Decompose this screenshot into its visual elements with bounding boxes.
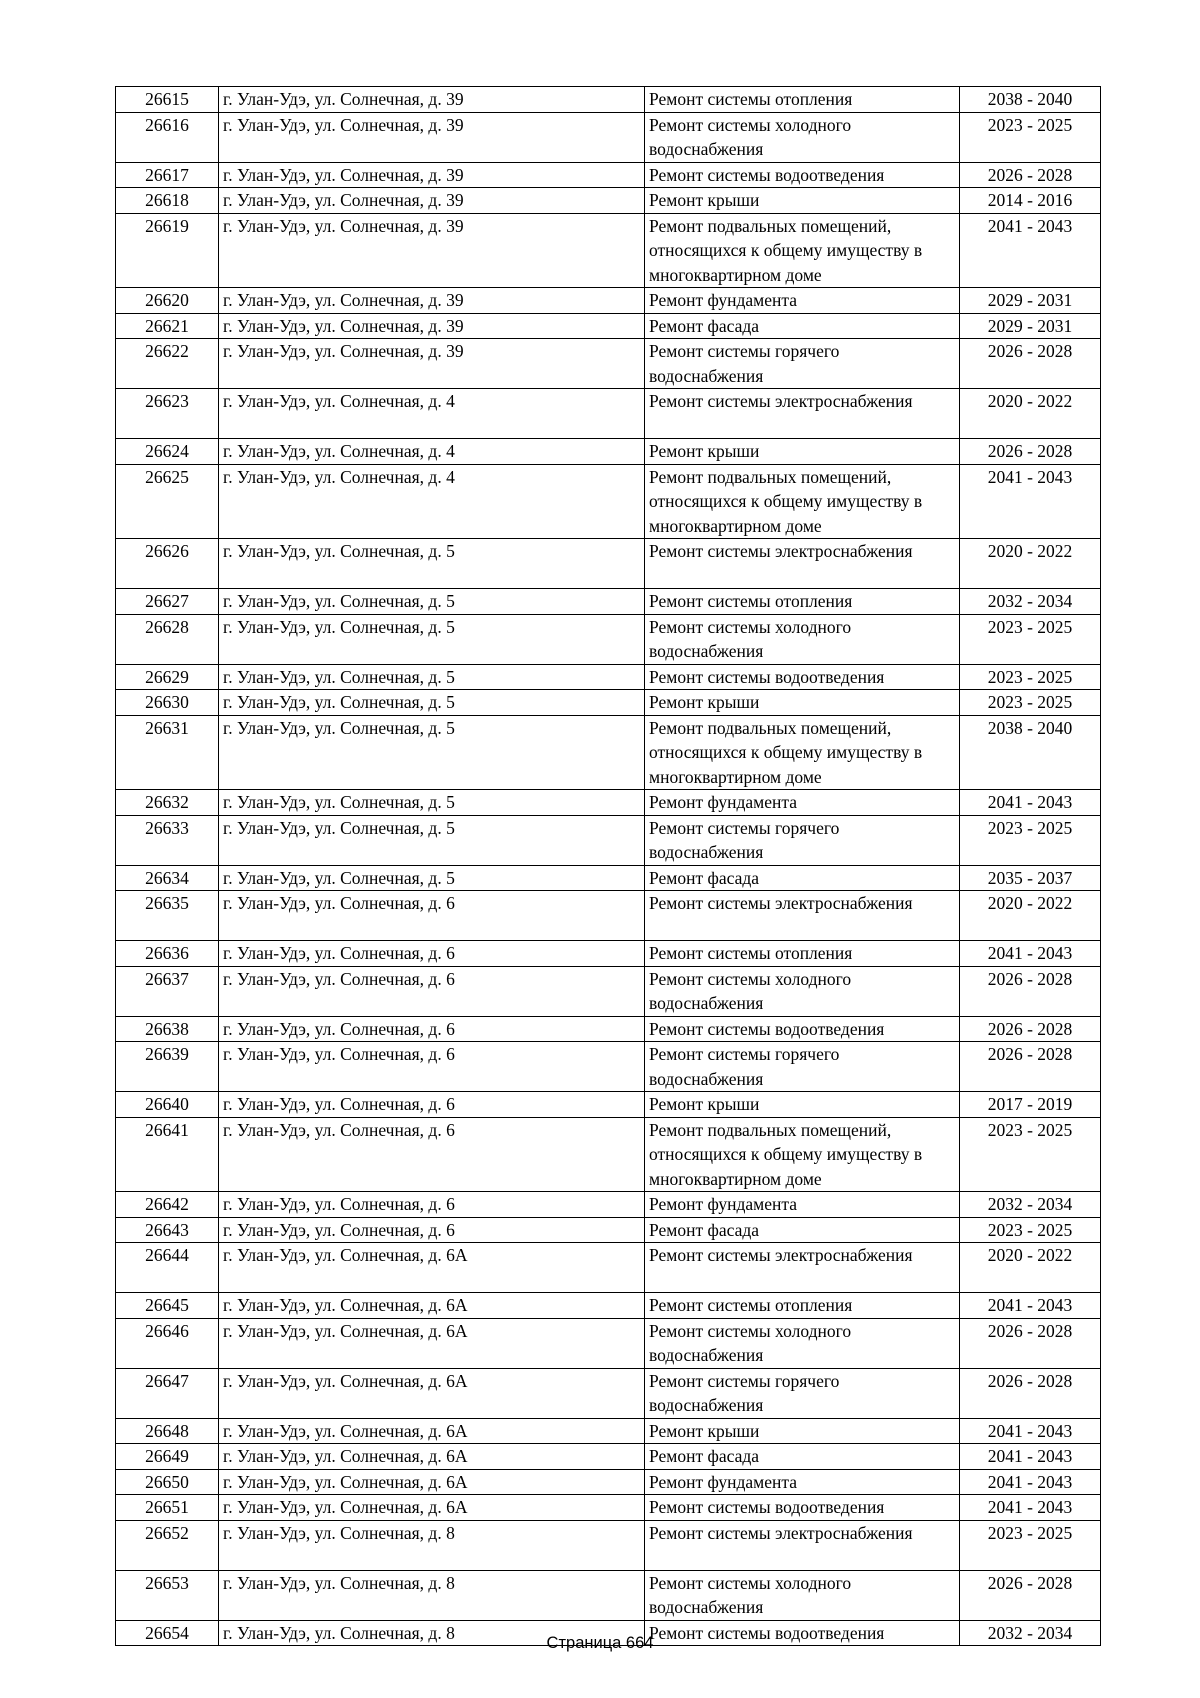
row-address: г. Улан-Удэ, ул. Солнечная, д. 5 [219, 539, 645, 589]
row-period: 2020 - 2022 [960, 539, 1101, 589]
row-period: 2041 - 2043 [960, 213, 1101, 288]
row-work-type: Ремонт системы электроснабжения [645, 1520, 960, 1570]
row-period: 2041 - 2043 [960, 1444, 1101, 1470]
row-work-type: Ремонт системы холодного водоснабжения [645, 1318, 960, 1368]
table-row [116, 865, 1101, 891]
row-id: 26639 [116, 1042, 219, 1092]
table-row [116, 1418, 1101, 1444]
row-period: 2041 - 2043 [960, 1469, 1101, 1495]
row-address: г. Улан-Удэ, ул. Солнечная, д. 6 [219, 1042, 645, 1092]
row-work-type: Ремонт системы отопления [645, 941, 960, 967]
table-row [116, 1570, 1101, 1620]
row-address: г. Улан-Удэ, ул. Солнечная, д. 5 [219, 664, 645, 690]
row-id: 26633 [116, 815, 219, 865]
row-period: 2029 - 2031 [960, 288, 1101, 314]
row-work-type: Ремонт системы отопления [645, 589, 960, 615]
row-id: 26629 [116, 664, 219, 690]
row-work-type: Ремонт системы горячего водоснабжения [645, 339, 960, 389]
row-id: 26620 [116, 288, 219, 314]
row-address: г. Улан-Удэ, ул. Солнечная, д. 6 [219, 891, 645, 941]
row-address: г. Улан-Удэ, ул. Солнечная, д. 39 [219, 339, 645, 389]
row-address: г. Улан-Удэ, ул. Солнечная, д. 6А [219, 1495, 645, 1521]
row-id: 26637 [116, 966, 219, 1016]
row-id: 26635 [116, 891, 219, 941]
table-row [116, 690, 1101, 716]
row-id: 26626 [116, 539, 219, 589]
row-work-type: Ремонт крыши [645, 690, 960, 716]
row-address: г. Улан-Удэ, ул. Солнечная, д. 4 [219, 439, 645, 465]
row-address: г. Улан-Удэ, ул. Солнечная, д. 6 [219, 1016, 645, 1042]
row-work-type: Ремонт фасада [645, 865, 960, 891]
row-address: г. Улан-Удэ, ул. Солнечная, д. 8 [219, 1620, 645, 1646]
row-work-type: Ремонт фасада [645, 1444, 960, 1470]
row-address: г. Улан-Удэ, ул. Солнечная, д. 39 [219, 188, 645, 214]
row-period: 2023 - 2025 [960, 1117, 1101, 1192]
row-period: 2023 - 2025 [960, 690, 1101, 716]
row-period: 2041 - 2043 [960, 464, 1101, 539]
table-row [116, 213, 1101, 288]
row-period: 2041 - 2043 [960, 1293, 1101, 1319]
table-row [116, 1293, 1101, 1319]
table-row [116, 614, 1101, 664]
row-period: 2023 - 2025 [960, 664, 1101, 690]
row-id: 26632 [116, 790, 219, 816]
row-period: 2026 - 2028 [960, 162, 1101, 188]
row-id: 26643 [116, 1217, 219, 1243]
row-id: 26640 [116, 1092, 219, 1118]
row-period: 2038 - 2040 [960, 87, 1101, 113]
row-work-type: Ремонт фасада [645, 313, 960, 339]
row-work-type: Ремонт системы электроснабжения [645, 389, 960, 439]
row-id: 26650 [116, 1469, 219, 1495]
table-row [116, 589, 1101, 615]
row-address: г. Улан-Удэ, ул. Солнечная, д. 8 [219, 1570, 645, 1620]
row-id: 26647 [116, 1368, 219, 1418]
row-work-type: Ремонт системы горячего водоснабжения [645, 1042, 960, 1092]
row-address: г. Улан-Удэ, ул. Солнечная, д. 5 [219, 589, 645, 615]
row-period: 2041 - 2043 [960, 1418, 1101, 1444]
row-address: г. Улан-Удэ, ул. Солнечная, д. 6 [219, 1092, 645, 1118]
row-id: 26617 [116, 162, 219, 188]
row-address: г. Улан-Удэ, ул. Солнечная, д. 6 [219, 941, 645, 967]
table-row [116, 162, 1101, 188]
table-row [116, 439, 1101, 465]
row-work-type: Ремонт фундамента [645, 1469, 960, 1495]
row-work-type: Ремонт системы холодного водоснабжения [645, 614, 960, 664]
table-row [116, 1016, 1101, 1042]
row-work-type: Ремонт крыши [645, 1418, 960, 1444]
table-row [116, 1192, 1101, 1218]
row-period: 2026 - 2028 [960, 966, 1101, 1016]
row-address: г. Улан-Удэ, ул. Солнечная, д. 5 [219, 815, 645, 865]
table-row [116, 1520, 1101, 1570]
row-id: 26627 [116, 589, 219, 615]
row-address: г. Улан-Удэ, ул. Солнечная, д. 5 [219, 690, 645, 716]
row-work-type: Ремонт подвальных помещений, относящихся к общему имуществу в многоквартирном доме [645, 464, 960, 539]
table-row [116, 112, 1101, 162]
row-period: 2026 - 2028 [960, 1318, 1101, 1368]
row-period: 2023 - 2025 [960, 1217, 1101, 1243]
table-row [116, 1217, 1101, 1243]
row-work-type: Ремонт системы холодного водоснабжения [645, 966, 960, 1016]
row-address: г. Улан-Удэ, ул. Солнечная, д. 39 [219, 313, 645, 339]
table-row [116, 1495, 1101, 1521]
row-id: 26630 [116, 690, 219, 716]
row-address: г. Улан-Удэ, ул. Солнечная, д. 4 [219, 389, 645, 439]
page-number: Страница 664 [546, 1634, 654, 1652]
row-address: г. Улан-Удэ, ул. Солнечная, д. 6А [219, 1243, 645, 1293]
row-work-type: Ремонт фундамента [645, 790, 960, 816]
table-row [116, 715, 1101, 790]
row-period: 2041 - 2043 [960, 790, 1101, 816]
row-id: 26644 [116, 1243, 219, 1293]
row-work-type: Ремонт подвальных помещений, относящихся к общему имуществу в многоквартирном доме [645, 1117, 960, 1192]
row-work-type: Ремонт системы водоотведения [645, 664, 960, 690]
row-period: 2032 - 2034 [960, 1620, 1101, 1646]
row-id: 26624 [116, 439, 219, 465]
row-id: 26623 [116, 389, 219, 439]
row-period: 2020 - 2022 [960, 891, 1101, 941]
table-row [116, 1318, 1101, 1368]
row-work-type: Ремонт системы водоотведения [645, 162, 960, 188]
table-row [116, 1117, 1101, 1192]
row-period: 2032 - 2034 [960, 589, 1101, 615]
row-period: 2041 - 2043 [960, 1495, 1101, 1521]
row-id: 26649 [116, 1444, 219, 1470]
table-row [116, 313, 1101, 339]
row-period: 2026 - 2028 [960, 1042, 1101, 1092]
row-work-type: Ремонт системы горячего водоснабжения [645, 815, 960, 865]
row-id: 26622 [116, 339, 219, 389]
row-id: 26621 [116, 313, 219, 339]
row-id: 26631 [116, 715, 219, 790]
row-address: г. Улан-Удэ, ул. Солнечная, д. 5 [219, 790, 645, 816]
row-period: 2026 - 2028 [960, 1570, 1101, 1620]
row-address: г. Улан-Удэ, ул. Солнечная, д. 39 [219, 112, 645, 162]
row-period: 2029 - 2031 [960, 313, 1101, 339]
table-row [116, 1368, 1101, 1418]
row-period: 2023 - 2025 [960, 112, 1101, 162]
row-work-type: Ремонт системы электроснабжения [645, 891, 960, 941]
row-period: 2020 - 2022 [960, 389, 1101, 439]
table-row [116, 539, 1101, 589]
row-id: 26619 [116, 213, 219, 288]
row-id: 26642 [116, 1192, 219, 1218]
row-work-type: Ремонт системы электроснабжения [645, 539, 960, 589]
row-work-type: Ремонт крыши [645, 439, 960, 465]
row-period: 2026 - 2028 [960, 1016, 1101, 1042]
row-address: г. Улан-Удэ, ул. Солнечная, д. 5 [219, 614, 645, 664]
table-row [116, 1469, 1101, 1495]
table-row [116, 87, 1101, 113]
row-period: 2041 - 2043 [960, 941, 1101, 967]
row-id: 26641 [116, 1117, 219, 1192]
row-address: г. Улан-Удэ, ул. Солнечная, д. 6А [219, 1318, 645, 1368]
row-address: г. Улан-Удэ, ул. Солнечная, д. 4 [219, 464, 645, 539]
row-id: 26646 [116, 1318, 219, 1368]
row-work-type: Ремонт подвальных помещений, относящихся к общему имуществу в многоквартирном доме [645, 715, 960, 790]
row-id: 26636 [116, 941, 219, 967]
row-work-type: Ремонт системы горячего водоснабжения [645, 1368, 960, 1418]
row-period: 2038 - 2040 [960, 715, 1101, 790]
row-period: 2023 - 2025 [960, 815, 1101, 865]
table-row [116, 966, 1101, 1016]
row-id: 26625 [116, 464, 219, 539]
row-work-type: Ремонт системы водоотведения [645, 1495, 960, 1521]
table-row [116, 339, 1101, 389]
row-period: 2017 - 2019 [960, 1092, 1101, 1118]
row-period: 2023 - 2025 [960, 614, 1101, 664]
row-period: 2020 - 2022 [960, 1243, 1101, 1293]
row-work-type: Ремонт системы отопления [645, 1293, 960, 1319]
row-work-type: Ремонт системы отопления [645, 87, 960, 113]
table-row [116, 188, 1101, 214]
row-work-type: Ремонт подвальных помещений, относящихся к общему имуществу в многоквартирном доме [645, 213, 960, 288]
row-address: г. Улан-Удэ, ул. Солнечная, д. 6А [219, 1368, 645, 1418]
row-period: 2035 - 2037 [960, 865, 1101, 891]
row-id: 26615 [116, 87, 219, 113]
row-id: 26628 [116, 614, 219, 664]
row-id: 26618 [116, 188, 219, 214]
row-work-type: Ремонт системы холодного водоснабжения [645, 112, 960, 162]
table-row [116, 941, 1101, 967]
row-address: г. Улан-Удэ, ул. Солнечная, д. 39 [219, 87, 645, 113]
row-work-type: Ремонт фасада [645, 1217, 960, 1243]
row-address: г. Улан-Удэ, ул. Солнечная, д. 8 [219, 1520, 645, 1570]
row-id: 26653 [116, 1570, 219, 1620]
row-id: 26645 [116, 1293, 219, 1319]
row-id: 26648 [116, 1418, 219, 1444]
row-address: г. Улан-Удэ, ул. Солнечная, д. 6 [219, 966, 645, 1016]
table-row [116, 288, 1101, 314]
row-period: 2014 - 2016 [960, 188, 1101, 214]
row-id: 26651 [116, 1495, 219, 1521]
row-id: 26654 [116, 1620, 219, 1646]
row-address: г. Улан-Удэ, ул. Солнечная, д. 5 [219, 715, 645, 790]
row-address: г. Улан-Удэ, ул. Солнечная, д. 6 [219, 1217, 645, 1243]
row-work-type: Ремонт фундамента [645, 288, 960, 314]
table-row [116, 815, 1101, 865]
row-address: г. Улан-Удэ, ул. Солнечная, д. 5 [219, 865, 645, 891]
row-period: 2026 - 2028 [960, 439, 1101, 465]
table-row [116, 891, 1101, 941]
row-work-type: Ремонт системы электроснабжения [645, 1243, 960, 1293]
row-id: 26616 [116, 112, 219, 162]
table-row [116, 1444, 1101, 1470]
row-period: 2026 - 2028 [960, 1368, 1101, 1418]
row-address: г. Улан-Удэ, ул. Солнечная, д. 39 [219, 213, 645, 288]
row-address: г. Улан-Удэ, ул. Солнечная, д. 6А [219, 1444, 645, 1470]
row-address: г. Улан-Удэ, ул. Солнечная, д. 6А [219, 1469, 645, 1495]
row-period: 2023 - 2025 [960, 1520, 1101, 1570]
table-row [116, 1092, 1101, 1118]
row-work-type: Ремонт системы водоотведения [645, 1620, 960, 1646]
row-work-type: Ремонт крыши [645, 188, 960, 214]
row-id: 26652 [116, 1520, 219, 1570]
row-id: 26638 [116, 1016, 219, 1042]
row-address: г. Улан-Удэ, ул. Солнечная, д. 6А [219, 1418, 645, 1444]
table-row [116, 464, 1101, 539]
capital-repair-table [115, 86, 1101, 1646]
row-period: 2032 - 2034 [960, 1192, 1101, 1218]
row-address: г. Улан-Удэ, ул. Солнечная, д. 39 [219, 288, 645, 314]
table-row [116, 389, 1101, 439]
row-address: г. Улан-Удэ, ул. Солнечная, д. 6 [219, 1117, 645, 1192]
table-row [116, 1243, 1101, 1293]
table-row [116, 1042, 1101, 1092]
row-work-type: Ремонт крыши [645, 1092, 960, 1118]
row-address: г. Улан-Удэ, ул. Солнечная, д. 6А [219, 1293, 645, 1319]
row-address: г. Улан-Удэ, ул. Солнечная, д. 39 [219, 162, 645, 188]
row-period: 2026 - 2028 [960, 339, 1101, 389]
row-id: 26634 [116, 865, 219, 891]
row-address: г. Улан-Удэ, ул. Солнечная, д. 6 [219, 1192, 645, 1218]
row-work-type: Ремонт системы водоотведения [645, 1016, 960, 1042]
row-work-type: Ремонт фундамента [645, 1192, 960, 1218]
table-row [116, 790, 1101, 816]
table-body [116, 87, 1101, 1646]
row-work-type: Ремонт системы холодного водоснабжения [645, 1570, 960, 1620]
table-row [116, 664, 1101, 690]
